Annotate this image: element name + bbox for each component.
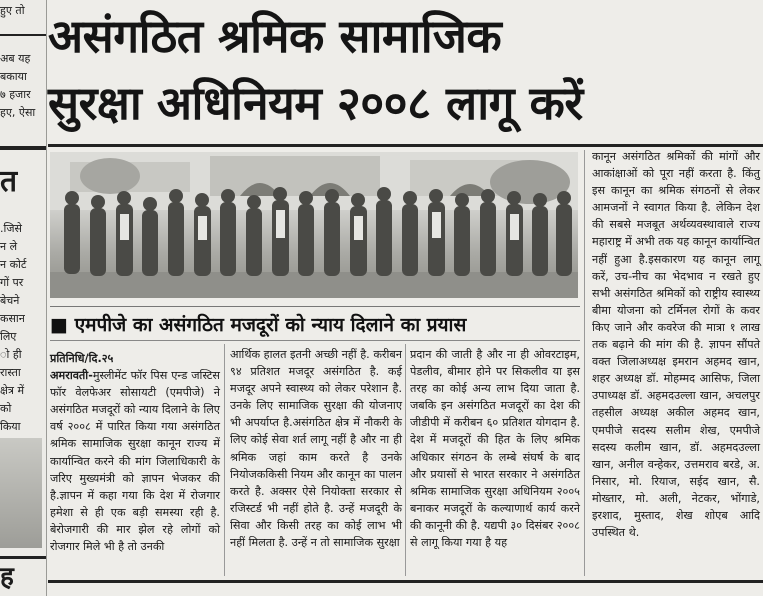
place-name: अमरावती- bbox=[50, 369, 93, 383]
column-3-text: प्रदान की जाती है और ना ही ओवरटाइम, पेडलीव, बीमार होने पर सिकलीव या इस तरह का कोई अन्य लाभ दिया जाता है. जबकि इन असंगठित मजदूरों का देश की जीडीपी में करीबन ६० प्रतिशत योगदान है. देश में मजदूरों की हित के लिए श्रमिक अधिकार संगठन के लम्बे संघर्ष के बाद और प्रयासों से भारत सरकार ने असंगठित श्रमिक सामाजिक सुरक्षा अधिनियम २००५ बनाकर मजदूरों के कल्याणार्थ कार्य करने की कानूनी की है. यद्यपी ३० दिसंबर २००८ से लागू किया गया है यह bbox=[410, 348, 580, 550]
subheadline bbox=[50, 312, 580, 338]
photo-rule bbox=[50, 306, 580, 307]
article-column-1 bbox=[50, 350, 220, 555]
strip-line: को bbox=[0, 402, 12, 415]
strip-line: बेचने bbox=[0, 294, 20, 307]
article-column-4 bbox=[592, 148, 760, 541]
strip-bottom-title: ह bbox=[0, 562, 14, 592]
strip-line: हुए तो bbox=[0, 4, 25, 17]
subheadline-text: एमपीजे का असंगठित मजदूरों को न्याय दिलाने का प्रयास bbox=[74, 314, 467, 336]
strip-line: न कोर्ट bbox=[0, 258, 27, 271]
strip-line: .जिसे bbox=[0, 222, 22, 235]
strip-section-title: त bbox=[0, 164, 18, 199]
strip-line: ७ हजार bbox=[0, 88, 31, 101]
headline-line-1: असंगठित श्रमिक सामाजिक bbox=[48, 9, 502, 63]
adjacent-article-strip bbox=[0, 0, 46, 596]
column-divider bbox=[584, 150, 585, 576]
article-column-3 bbox=[410, 346, 580, 551]
strip-line: न ले bbox=[0, 240, 18, 253]
column-4-text: कानून असंगठित श्रमिकों की मांगों और आकांक्षाओं को पूरा नहीं करता है. किंतु इस कानून का श्रमिक संगठनों से लेकर आमजनों ने स्वागत किया है. लेकिन देश की सबसे मजबूत अर्थव्यवस्थावाले राज्य महाराष्ट्र में अभी तक यह कानून कार्यान्वित नहीं हुआ है.इसकारण यह कानून लागू करें, उच-नीच का भेदभाव न रखते हुए सभी असंगठित श्रमिकों को राष्ट्रीय स्वास्थ्य बीमा योजना को टर्मिनल रोगों के कवर किए जाने और कवरेज की मात्रा १ लाख तक बढ़ाने की मांग की है. ज्ञापन सौंपते वक्त जिलाअध्यक्ष इमरान अहमद खान, शहर अध्यक्ष डॉ. मोहम्मद आसिफ, जिला उपाध्यक्ष डॉ. अहमदउल्ला खान, अचलपुर तहसील अध्यक्ष अकील अहमद खान, एमपीजे सदस्य सलीम शेख, एमपीजे सदस्य कलीम खान, डॉ. अहमदउल्ला खान, अनील वन्हेकर, उत्तमराव बरडे, अ. निसार, मो. रियाज, सईद खान, सै. मोख्तार, मो. अली, नेटकर, भोंगाडे, इरशाद, मुस्ताद, शेख शोएब आदि उपस्थित थे. bbox=[592, 150, 760, 540]
subheadline-rule bbox=[50, 340, 580, 341]
strip-line: बकाया bbox=[0, 70, 27, 83]
column-1-text: मुस्लीमेंट फॉर पिस एन्ड जस्टिस फॉर वेलफेअर सोसायटी (एमपीजे) ने असंगठित मजदूरों को न्याय दिलाने के लिए वर्ष २००८ में पारित किया गया असंगठित श्रमिक सामाजिक सुरक्षा कानून राज्य में कार्यान्वित करने की मांग जिलाधिकारी के जरिए मुख्यमंत्री को ज्ञापन भेजकर की है.ज्ञापन में कहा गया कि देश में रोजगार हमेशा से ही एक बड़ी समस्या रही है. बेरोजगारी की मार झेल रहे लोगों को रोजगार मिले भी है तो उनकी bbox=[50, 369, 220, 554]
headline-line-2: सुरक्षा अधिनियम २००८ लागू करें bbox=[48, 76, 583, 130]
divider bbox=[0, 556, 46, 559]
strip-line: किया bbox=[0, 420, 21, 433]
group-photo bbox=[50, 152, 578, 298]
divider bbox=[0, 146, 46, 150]
strip-line: क्षेत्र में bbox=[0, 384, 25, 397]
column-divider bbox=[224, 344, 225, 576]
column-1-body bbox=[50, 367, 220, 555]
strip-line: गों पर bbox=[0, 276, 24, 289]
article-column-2 bbox=[230, 346, 402, 551]
column-divider bbox=[405, 344, 406, 576]
strip-line: रास्ता bbox=[0, 366, 21, 379]
strip-line: कसान bbox=[0, 312, 25, 325]
headline-rule bbox=[48, 144, 763, 147]
column-2-text: आर्थिक हालत इतनी अच्छी नहीं है. करीबन ९४ प्रतिशत मजदूर असंगठित है. कई मजदूर अपने स्वास्थ्य को लेकर परेशान है. उनके लिए सामाजिक सुरक्षा की योजनाए भी अपर्याप्त है.असंगठित क्षेत्र में नौकरी के लिए कोई सेवा शर्त लागू नहीं है और ना ही श्रमिक जहां काम करते है उनके नियोजककिसी नियम और कानून का पालन करते है. अक्सर ऐसे नियोक्ता सरकार से रजिस्टर्ड भी नहीं होते है. उन्हें मजदूरी के सिवा और किसी तरह का कोई लाभ भी नहीं मिलता है. उन्हें न तो सामाजिक सुरक्षा bbox=[230, 348, 402, 550]
strip-line: अब यह bbox=[0, 52, 31, 65]
strip-line: लिए bbox=[0, 330, 17, 343]
bullet-icon: ■ bbox=[50, 314, 68, 336]
strip-line: हए, ऐसा bbox=[0, 106, 36, 119]
dateline: प्रतिनिधि/दि.२५ bbox=[50, 352, 114, 365]
bottom-rule bbox=[48, 580, 763, 583]
divider bbox=[0, 34, 46, 36]
strip-photo bbox=[0, 438, 42, 548]
strip-line: ाे ही bbox=[0, 348, 22, 361]
column-divider bbox=[46, 0, 47, 596]
group-photo-illustration bbox=[50, 152, 578, 298]
